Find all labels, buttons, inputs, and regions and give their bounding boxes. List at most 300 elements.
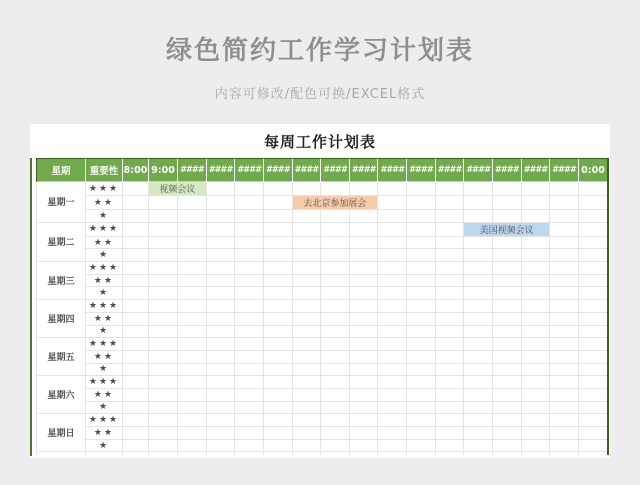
time-cell bbox=[235, 312, 264, 325]
time-cell bbox=[378, 401, 407, 414]
time-cell bbox=[435, 439, 464, 452]
time-cell bbox=[464, 388, 493, 401]
time-cell bbox=[578, 262, 607, 275]
header-cell-time-9: #### bbox=[378, 159, 407, 182]
time-cell bbox=[292, 236, 321, 249]
time-cell bbox=[263, 325, 292, 338]
time-cell bbox=[435, 222, 464, 236]
time-cell bbox=[435, 325, 464, 338]
time-cell bbox=[123, 249, 149, 262]
time-cell bbox=[464, 350, 493, 363]
event-cell: 视频会议 bbox=[149, 182, 207, 196]
time-cell bbox=[349, 325, 378, 338]
time-cell bbox=[378, 452, 407, 455]
plan-table-wrap bbox=[36, 158, 609, 455]
time-cell bbox=[178, 363, 207, 376]
time-cell bbox=[521, 262, 550, 275]
time-cell bbox=[550, 210, 579, 223]
time-cell bbox=[206, 338, 235, 351]
time-cell bbox=[235, 222, 264, 236]
time-cell bbox=[178, 414, 207, 427]
plan-row bbox=[37, 287, 608, 300]
header-cell-time-3: #### bbox=[206, 159, 235, 182]
time-cell bbox=[492, 249, 521, 262]
time-cell bbox=[550, 262, 579, 275]
time-cell bbox=[149, 325, 178, 338]
time-cell bbox=[578, 388, 607, 401]
importance-stars: ★★ bbox=[86, 427, 123, 440]
header-cell-time-15: #### bbox=[550, 159, 579, 182]
time-cell bbox=[464, 439, 493, 452]
time-cell bbox=[292, 376, 321, 389]
time-cell bbox=[235, 401, 264, 414]
time-cell bbox=[292, 338, 321, 351]
time-cell bbox=[178, 439, 207, 452]
time-cell bbox=[407, 300, 436, 313]
time-cell bbox=[521, 401, 550, 414]
time-cell bbox=[123, 210, 149, 223]
time-cell bbox=[378, 427, 407, 440]
time-cell bbox=[464, 325, 493, 338]
plan-row bbox=[37, 196, 608, 210]
time-cell bbox=[178, 376, 207, 389]
time-cell bbox=[292, 210, 321, 223]
time-cell bbox=[292, 274, 321, 287]
time-cell bbox=[435, 401, 464, 414]
time-cell bbox=[149, 401, 178, 414]
time-cell bbox=[178, 388, 207, 401]
header-cell-time-8: #### bbox=[349, 159, 378, 182]
time-cell bbox=[578, 350, 607, 363]
time-cell bbox=[578, 236, 607, 249]
time-cell bbox=[578, 210, 607, 223]
time-cell bbox=[178, 350, 207, 363]
time-cell bbox=[407, 222, 436, 236]
time-cell bbox=[464, 312, 493, 325]
time-cell bbox=[123, 182, 149, 196]
time-cell bbox=[206, 196, 235, 210]
time-cell bbox=[378, 196, 407, 210]
importance-stars: ★★★ bbox=[86, 300, 123, 313]
time-cell bbox=[292, 325, 321, 338]
time-cell bbox=[578, 414, 607, 427]
time-cell bbox=[464, 274, 493, 287]
time-cell bbox=[435, 236, 464, 249]
time-cell bbox=[435, 210, 464, 223]
time-cell bbox=[206, 452, 235, 455]
header-cell-time-6: #### bbox=[292, 159, 321, 182]
time-cell bbox=[407, 363, 436, 376]
time-cell bbox=[407, 414, 436, 427]
time-cell bbox=[492, 274, 521, 287]
time-cell bbox=[550, 287, 579, 300]
time-cell bbox=[464, 236, 493, 249]
time-cell bbox=[378, 376, 407, 389]
time-cell bbox=[149, 376, 178, 389]
header-cell-time-2: #### bbox=[178, 159, 207, 182]
time-cell bbox=[149, 236, 178, 249]
time-cell bbox=[321, 401, 350, 414]
time-cell bbox=[149, 274, 178, 287]
sheet-card bbox=[30, 124, 610, 458]
time-cell bbox=[149, 427, 178, 440]
time-cell bbox=[123, 414, 149, 427]
time-cell bbox=[578, 182, 607, 196]
time-cell bbox=[263, 196, 292, 210]
time-cell bbox=[349, 414, 378, 427]
time-cell bbox=[263, 452, 292, 455]
time-cell bbox=[435, 312, 464, 325]
time-cell bbox=[349, 236, 378, 249]
day-cell-label: 星期三 bbox=[37, 262, 86, 300]
importance-stars: ★★ bbox=[86, 236, 123, 249]
time-cell bbox=[407, 249, 436, 262]
importance-stars: ★ bbox=[86, 325, 123, 338]
importance-stars: ★★★ bbox=[86, 222, 123, 236]
time-cell bbox=[263, 439, 292, 452]
time-cell bbox=[378, 350, 407, 363]
time-cell bbox=[378, 182, 407, 196]
time-cell bbox=[263, 388, 292, 401]
time-cell bbox=[235, 388, 264, 401]
time-cell bbox=[321, 439, 350, 452]
time-cell bbox=[378, 439, 407, 452]
plan-row bbox=[37, 262, 608, 275]
time-cell bbox=[292, 182, 321, 196]
sheet-title: 每周工作计划表 bbox=[263, 133, 376, 151]
time-cell bbox=[550, 236, 579, 249]
time-cell bbox=[206, 312, 235, 325]
accent-line-left bbox=[30, 158, 32, 456]
importance-stars: ★ bbox=[86, 210, 123, 223]
time-cell bbox=[407, 350, 436, 363]
time-cell bbox=[492, 363, 521, 376]
time-cell bbox=[123, 452, 149, 455]
time-cell bbox=[292, 300, 321, 313]
time-cell bbox=[578, 427, 607, 440]
time-cell bbox=[123, 274, 149, 287]
time-cell bbox=[550, 182, 579, 196]
time-cell bbox=[149, 210, 178, 223]
time-cell bbox=[123, 236, 149, 249]
time-cell bbox=[521, 414, 550, 427]
time-cell bbox=[550, 325, 579, 338]
time-cell bbox=[521, 210, 550, 223]
time-cell bbox=[206, 325, 235, 338]
time-cell bbox=[578, 325, 607, 338]
time-cell bbox=[349, 300, 378, 313]
time-cell bbox=[321, 363, 350, 376]
time-cell bbox=[263, 236, 292, 249]
time-cell bbox=[349, 262, 378, 275]
header-cell-time-1: 9:00 bbox=[149, 159, 178, 182]
header-cell-time-7: #### bbox=[321, 159, 350, 182]
time-cell bbox=[178, 325, 207, 338]
time-cell bbox=[349, 388, 378, 401]
time-cell bbox=[206, 427, 235, 440]
time-cell bbox=[263, 338, 292, 351]
time-cell bbox=[149, 338, 178, 351]
time-cell bbox=[206, 222, 235, 236]
time-cell bbox=[206, 236, 235, 249]
time-cell bbox=[178, 312, 207, 325]
time-cell bbox=[178, 196, 207, 210]
time-cell bbox=[492, 236, 521, 249]
time-cell bbox=[321, 452, 350, 455]
time-cell bbox=[149, 350, 178, 363]
time-cell bbox=[263, 401, 292, 414]
time-cell bbox=[550, 363, 579, 376]
time-cell bbox=[492, 452, 521, 455]
time-cell bbox=[263, 287, 292, 300]
time-cell bbox=[464, 401, 493, 414]
time-cell bbox=[292, 222, 321, 236]
time-cell bbox=[492, 414, 521, 427]
time-cell bbox=[349, 452, 378, 455]
time-cell bbox=[349, 249, 378, 262]
time-cell bbox=[521, 376, 550, 389]
time-cell bbox=[292, 249, 321, 262]
time-cell bbox=[235, 414, 264, 427]
time-cell bbox=[149, 262, 178, 275]
time-cell bbox=[206, 274, 235, 287]
time-cell bbox=[435, 350, 464, 363]
time-cell bbox=[407, 262, 436, 275]
time-cell bbox=[550, 274, 579, 287]
time-cell bbox=[321, 338, 350, 351]
event-cell: 去北京参加展会 bbox=[292, 196, 378, 210]
time-cell bbox=[321, 210, 350, 223]
time-cell bbox=[263, 262, 292, 275]
plan-row bbox=[37, 249, 608, 262]
plan-row bbox=[37, 401, 608, 414]
time-cell bbox=[464, 287, 493, 300]
time-cell bbox=[378, 414, 407, 427]
importance-stars: ★ bbox=[86, 249, 123, 262]
time-cell bbox=[550, 388, 579, 401]
time-cell bbox=[321, 236, 350, 249]
time-cell bbox=[178, 401, 207, 414]
importance-stars: ★★★ bbox=[86, 338, 123, 351]
time-cell bbox=[378, 338, 407, 351]
time-cell bbox=[407, 401, 436, 414]
time-cell bbox=[235, 210, 264, 223]
plan-row bbox=[37, 350, 608, 363]
time-cell bbox=[521, 287, 550, 300]
event-cell: 美国视频会议 bbox=[464, 222, 550, 236]
plan-row bbox=[37, 236, 608, 249]
plan-row bbox=[37, 300, 608, 313]
plan-row bbox=[37, 363, 608, 376]
time-cell bbox=[550, 222, 579, 236]
time-cell bbox=[349, 182, 378, 196]
time-cell bbox=[407, 338, 436, 351]
time-cell bbox=[321, 262, 350, 275]
time-cell bbox=[378, 312, 407, 325]
time-cell bbox=[321, 182, 350, 196]
time-cell bbox=[321, 414, 350, 427]
time-cell bbox=[435, 338, 464, 351]
importance-stars: ★★★ bbox=[86, 262, 123, 275]
time-cell bbox=[149, 414, 178, 427]
time-cell bbox=[378, 210, 407, 223]
time-cell bbox=[263, 274, 292, 287]
time-cell bbox=[292, 287, 321, 300]
time-cell bbox=[492, 325, 521, 338]
time-cell bbox=[521, 350, 550, 363]
time-cell bbox=[206, 350, 235, 363]
time-cell bbox=[206, 249, 235, 262]
time-cell bbox=[86, 452, 123, 455]
time-cell bbox=[235, 427, 264, 440]
time-cell bbox=[578, 376, 607, 389]
header-cell-day: 星期 bbox=[37, 159, 86, 182]
importance-stars: ★ bbox=[86, 363, 123, 376]
plan-row bbox=[37, 376, 608, 389]
time-cell bbox=[321, 325, 350, 338]
page-subtitle: 内容可修改/配色可换/EXCEL格式 bbox=[214, 87, 426, 102]
time-cell bbox=[235, 287, 264, 300]
time-cell bbox=[492, 182, 521, 196]
time-cell bbox=[378, 236, 407, 249]
time-cell bbox=[407, 236, 436, 249]
plan-row bbox=[37, 274, 608, 287]
header-cell-time-5: #### bbox=[263, 159, 292, 182]
time-cell bbox=[464, 376, 493, 389]
time-cell bbox=[349, 312, 378, 325]
header-cell-time-0: 8:00 bbox=[123, 159, 149, 182]
time-cell bbox=[178, 427, 207, 440]
time-cell bbox=[550, 249, 579, 262]
header-cell-time-4: #### bbox=[235, 159, 264, 182]
plan-row bbox=[37, 210, 608, 223]
time-cell bbox=[263, 210, 292, 223]
time-cell bbox=[407, 452, 436, 455]
time-cell bbox=[578, 452, 607, 455]
time-cell bbox=[378, 262, 407, 275]
day-cell-label: 星期一 bbox=[37, 182, 86, 223]
time-cell bbox=[235, 196, 264, 210]
time-cell bbox=[149, 452, 178, 455]
time-cell bbox=[464, 300, 493, 313]
header-cell-time-10: #### bbox=[407, 159, 436, 182]
importance-stars: ★★ bbox=[86, 196, 123, 210]
time-cell bbox=[123, 222, 149, 236]
time-cell bbox=[550, 439, 579, 452]
time-cell bbox=[206, 401, 235, 414]
time-cell bbox=[178, 300, 207, 313]
time-cell bbox=[349, 439, 378, 452]
day-cell-label: 星期二 bbox=[37, 222, 86, 261]
time-cell bbox=[349, 363, 378, 376]
time-cell bbox=[349, 350, 378, 363]
time-cell bbox=[321, 376, 350, 389]
time-cell bbox=[235, 350, 264, 363]
time-cell bbox=[521, 182, 550, 196]
time-cell bbox=[263, 249, 292, 262]
time-cell bbox=[578, 363, 607, 376]
time-cell bbox=[521, 338, 550, 351]
header-cell-importance: 重要性 bbox=[86, 159, 123, 182]
header-cell-time-16: 0:00 bbox=[578, 159, 607, 182]
time-cell bbox=[492, 196, 521, 210]
time-cell bbox=[407, 325, 436, 338]
plan-header bbox=[37, 159, 608, 182]
time-cell bbox=[178, 338, 207, 351]
time-cell bbox=[407, 388, 436, 401]
time-cell bbox=[464, 427, 493, 440]
plan-row bbox=[37, 222, 608, 236]
time-cell bbox=[206, 210, 235, 223]
time-cell bbox=[407, 210, 436, 223]
time-cell bbox=[263, 312, 292, 325]
time-cell bbox=[492, 210, 521, 223]
plan-row bbox=[37, 182, 608, 196]
importance-stars: ★★★ bbox=[86, 182, 123, 196]
time-cell bbox=[206, 363, 235, 376]
header-cell-time-14: #### bbox=[521, 159, 550, 182]
time-cell bbox=[123, 338, 149, 351]
time-cell bbox=[235, 300, 264, 313]
time-cell bbox=[178, 262, 207, 275]
time-cell bbox=[349, 222, 378, 236]
importance-stars: ★★ bbox=[86, 388, 123, 401]
time-cell bbox=[263, 182, 292, 196]
time-cell bbox=[321, 249, 350, 262]
time-cell bbox=[149, 388, 178, 401]
time-cell bbox=[292, 427, 321, 440]
time-cell bbox=[435, 274, 464, 287]
time-cell bbox=[378, 325, 407, 338]
time-cell bbox=[235, 338, 264, 351]
time-cell bbox=[123, 427, 149, 440]
time-cell bbox=[235, 376, 264, 389]
time-cell bbox=[123, 388, 149, 401]
time-cell bbox=[550, 312, 579, 325]
time-cell bbox=[292, 401, 321, 414]
time-cell bbox=[464, 210, 493, 223]
time-cell bbox=[123, 350, 149, 363]
header-cell-time-13: #### bbox=[492, 159, 521, 182]
time-cell bbox=[521, 439, 550, 452]
time-cell bbox=[149, 222, 178, 236]
time-cell bbox=[235, 439, 264, 452]
time-cell bbox=[464, 249, 493, 262]
time-cell bbox=[178, 274, 207, 287]
time-cell bbox=[378, 388, 407, 401]
time-cell bbox=[149, 196, 178, 210]
time-cell bbox=[235, 182, 264, 196]
page-title: 绿色简约工作学习计划表 bbox=[165, 36, 474, 66]
time-cell bbox=[263, 363, 292, 376]
time-cell bbox=[550, 350, 579, 363]
time-cell bbox=[521, 196, 550, 210]
time-cell bbox=[521, 312, 550, 325]
time-cell bbox=[578, 287, 607, 300]
time-cell bbox=[492, 300, 521, 313]
time-cell bbox=[206, 414, 235, 427]
time-cell bbox=[578, 439, 607, 452]
time-cell bbox=[378, 287, 407, 300]
time-cell bbox=[435, 300, 464, 313]
time-cell bbox=[206, 300, 235, 313]
time-cell bbox=[263, 300, 292, 313]
plan-body bbox=[37, 182, 608, 456]
time-cell bbox=[263, 427, 292, 440]
time-cell bbox=[550, 414, 579, 427]
day-cell-label: 星期五 bbox=[37, 338, 86, 376]
time-cell bbox=[492, 350, 521, 363]
